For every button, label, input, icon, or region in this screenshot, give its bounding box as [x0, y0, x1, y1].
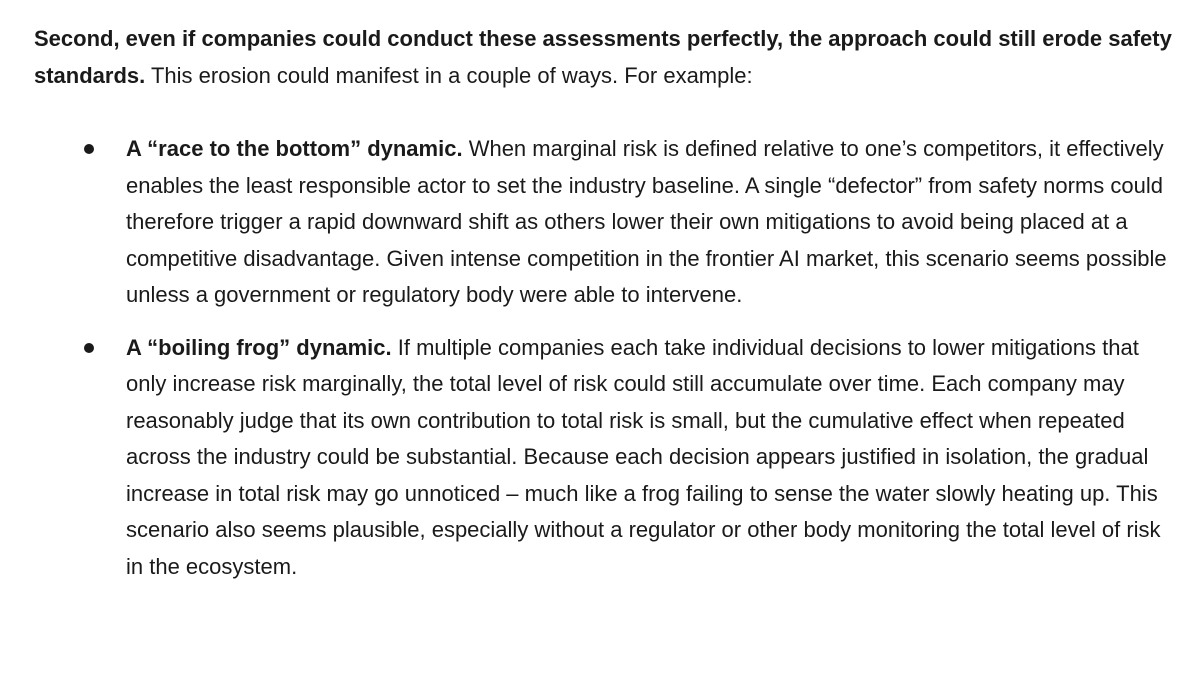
document-body: [34, 21, 1174, 585]
list-item: [34, 330, 1174, 586]
bullet-text: When marginal risk is defined relative to one’s competitors, it effectively enables the least responsible actor to set the industry baseline. A single “defector” from safety norms could therefore trigger a rapid downward shift as others lower their own mitigations to avoid being placed at a competitive disadvantage. Given intense competition in the frontier AI market, this scenario seems possible unless a government or regulatory body were able to intervene.: [126, 136, 1167, 307]
bullet-list: [34, 131, 1174, 585]
intro-bold-lead: Second, even if companies could conduct these assessments perfectly, the approach could still erode safety standards.: [34, 26, 1172, 88]
list-item: [34, 131, 1174, 314]
bullet-heading: A “boiling frog” dynamic.: [126, 334, 392, 360]
intro-paragraph: [34, 21, 1174, 94]
bullet-text: If multiple companies each take individual decisions to lower mitigations that only increase risk marginally, the total level of risk could still accumulate over time. Each company may reasonably judge that its own contribution to total risk is small, but the cumulative effect when repeated across the industry could be substantial. Because each decision appears justified in isolation, the gradual increase in total risk may go unnoticed – much like a frog failing to sense the water slowly heating up. This scenario also seems plausible, especially without a regulator or other body monitoring the total level of risk in the ecosystem.: [126, 334, 1161, 579]
bullet-heading: A “race to the bottom” dynamic.: [126, 136, 463, 161]
bullet-dot-icon: [84, 144, 94, 154]
bullet-dot-icon: [84, 343, 94, 353]
intro-text: This erosion could manifest in a couple of ways. For example:: [145, 62, 753, 88]
